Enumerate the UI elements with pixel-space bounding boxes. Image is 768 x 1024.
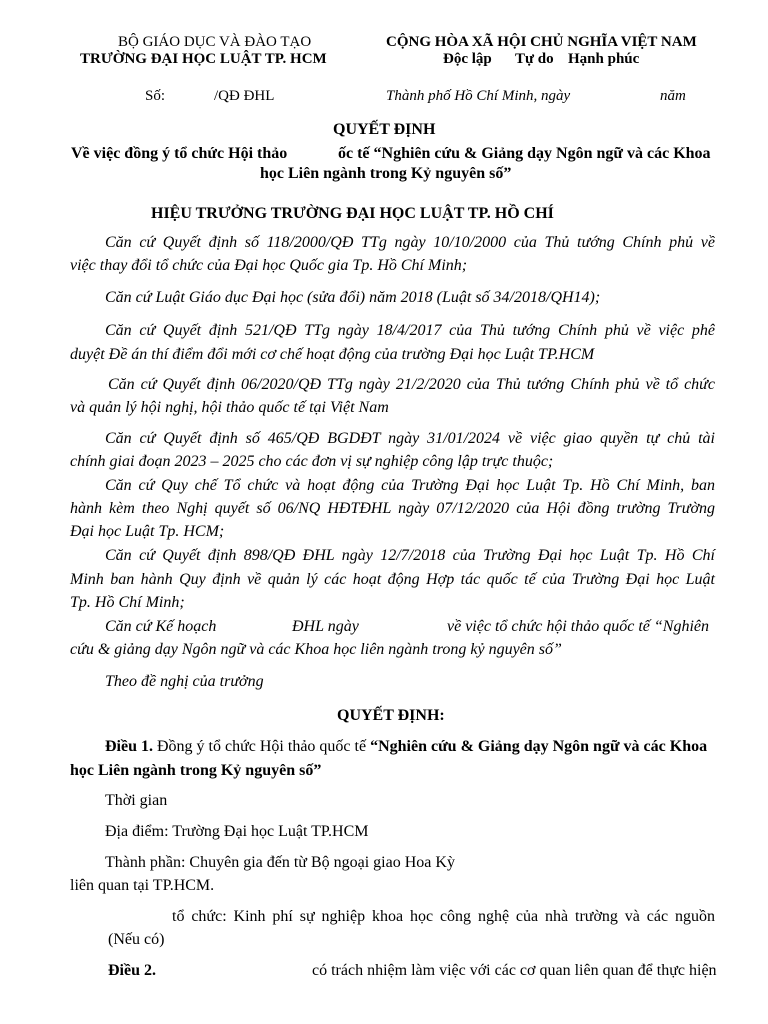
basis-6-line2: hành kèm theo Nghị quyết số 06/NQ HĐTĐHL ngày 07/12/2020 của Hội đồng trường Trường <box>70 500 715 517</box>
basis-4-line1: Căn cứ Quyết định 06/2020/QĐ TTg ngày 21/2/2020 của Thủ tướng Chính phủ về tổ chức <box>108 376 715 393</box>
basis-3-line1: Căn cứ Quyết định 521/QĐ TTg ngày 18/4/2017 của Thủ tướng Chính phủ về việc phê <box>105 322 715 339</box>
motto-1: Độc lập <box>443 51 492 67</box>
ministry-name: BỘ GIÁO DỤC VÀ ĐÀO TẠO <box>118 34 312 50</box>
article1-text-a: Đồng ý tổ chức Hội thảo quốc tế <box>157 738 367 755</box>
number-label: Số: <box>145 88 166 104</box>
authority-title: HIỆU TRƯỞNG TRƯỜNG ĐẠI HỌC LUẬT TP. HỒ CHÍ <box>151 205 554 222</box>
article1-participants-cont: liên quan tại TP.HCM. <box>70 877 215 894</box>
basis-5-line2: chính giai đoạn 2023 – 2025 cho các đơn vị sự nghiệp công lập trực thuộc; <box>70 453 554 470</box>
basis-3-line2: duyệt Đề án thí điểm đổi mới cơ chế hoạt động của trường Đại học Luật TP.HCM <box>70 346 595 363</box>
article2-label: Điều 2. <box>108 962 156 979</box>
plan-part-a: Căn cứ Kế hoạch <box>105 618 217 635</box>
article2-text: có trách nhiệm làm việc với các cơ quan liên quan để thực hiện <box>312 962 717 979</box>
article1-location: Địa điểm: Trường Đại học Luật TP.HCM <box>105 823 369 840</box>
basis-7-line3: Tp. Hồ Chí Minh; <box>70 594 185 611</box>
article1-label: Điều 1. <box>105 738 153 755</box>
article1-time: Thời gian <box>105 792 168 809</box>
place-date: Thành phố Hồ Chí Minh, ngày <box>386 88 571 104</box>
article1-text-b: “Nghiên cứu & Giảng dạy Ngôn ngữ và các Khoa <box>370 738 708 755</box>
article1-participants: Thành phần: Chuyên gia đến từ Bộ ngoại giao Hoa Kỳ <box>105 854 455 871</box>
university-name: TRƯỜNG ĐẠI HỌC LUẬT TP. HCM <box>80 51 327 67</box>
plan-part-b: ĐHL ngày <box>292 618 359 635</box>
decision-heading: QUYẾT ĐỊNH: <box>337 707 445 724</box>
motto-2: Tự do <box>515 51 554 67</box>
basis-6-line1: Căn cứ Quy chế Tổ chức và hoạt động của Trường Đại học Luật Tp. Hồ Chí Minh, ban <box>105 477 715 494</box>
basis-4-line2: và quản lý hội nghị, hội thảo quốc tế tại Việt Nam <box>70 399 389 416</box>
basis-7-line1: Căn cứ Quyết định 898/QĐ ĐHL ngày 12/7/2018 của Trường Đại học Luật Tp. Hồ Chí <box>105 547 715 564</box>
article1-funding: tổ chức: Kinh phí sự nghiệp khoa học công nghệ của nhà trường và các nguồn <box>172 908 715 925</box>
basis-7-line2: Minh ban hành Quy định về quản lý các hoạt động Hợp tác quốc tế của Trường Đại học Luật <box>70 571 715 588</box>
motto-3: Hạnh phúc <box>568 51 640 67</box>
article1-funding-cont: (Nếu có) <box>108 931 165 948</box>
decision-title: QUYẾT ĐỊNH <box>333 121 436 138</box>
subject-line2: học Liên ngành trong Kỷ nguyên số” <box>260 165 512 182</box>
subject-line1-a: Về việc đồng ý tổ chức Hội thảo <box>71 145 288 162</box>
number-suffix: /QĐ ĐHL <box>214 88 275 104</box>
proposal: Theo đề nghị của trưởng <box>105 673 264 690</box>
republic-name: CỘNG HÒA XÃ HỘI CHỦ NGHĨA VIỆT NAM <box>386 34 697 50</box>
year-label: năm <box>660 88 686 104</box>
basis-6-line3: Đại học Luật Tp. HCM; <box>70 523 225 540</box>
basis-1-line1: Căn cứ Quyết định số 118/2000/QĐ TTg ngày 10/10/2000 của Thủ tướng Chính phủ về <box>105 234 715 251</box>
plan-line2: cứu & giảng dạy Ngôn ngữ và các Khoa học liên ngành trong kỷ nguyên số” <box>70 641 562 658</box>
article1-line1 <box>105 738 707 756</box>
basis-1-line2: việc thay đổi tổ chức của Đại học Quốc gia Tp. Hồ Chí Minh; <box>70 257 468 274</box>
plan-part-c: về việc tổ chức hội thảo quốc tế “Nghiên <box>447 618 709 635</box>
basis-5-line1: Căn cứ Quyết định số 465/QĐ BGDĐT ngày 31/01/2024 về việc giao quyền tự chủ tài <box>105 430 715 447</box>
basis-2: Căn cứ Luật Giáo dục Đại học (sửa đổi) năm 2018 (Luật số 34/2018/QH14); <box>105 289 601 306</box>
article1-line2: học Liên ngành trong Kỷ nguyên số” <box>70 762 322 779</box>
subject-line1-b: ốc tế “Nghiên cứu & Giảng dạy Ngôn ngữ và các Khoa <box>338 145 711 162</box>
